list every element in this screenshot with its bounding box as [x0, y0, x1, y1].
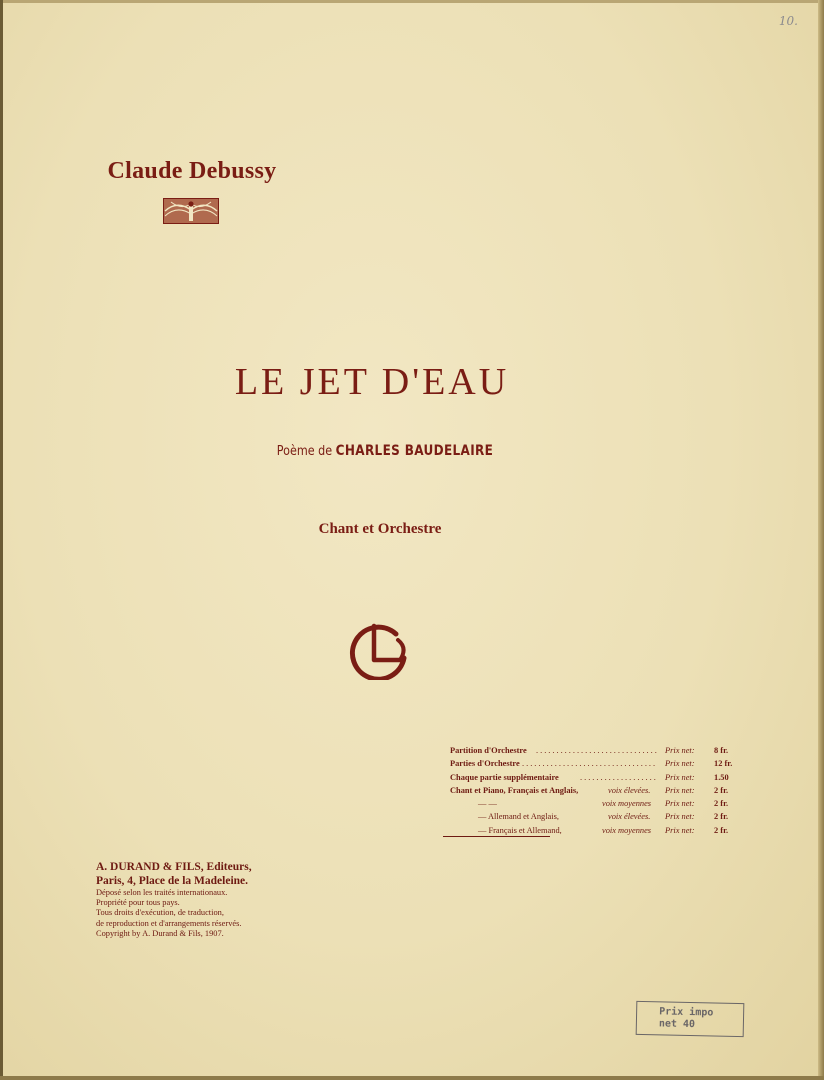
- durand-logo-icon: [346, 618, 410, 680]
- composer-name: Claude Debussy: [107, 158, 277, 184]
- paper-edge-top: [0, 0, 824, 3]
- leader-dots: ...................: [580, 772, 658, 782]
- pencil-mark: 10.: [778, 14, 798, 28]
- poem-prefix: Poème de: [276, 444, 333, 459]
- price-item-label: — Français et Allemand,: [478, 825, 562, 835]
- price-net-label: Prix net:: [665, 812, 695, 822]
- voice-type: voix moyennes: [602, 799, 652, 809]
- price-item-label: Parties d'Orchestre: [450, 759, 520, 769]
- paper-edge-right: [818, 0, 824, 1080]
- leader-dots: ..............................: [536, 746, 659, 755]
- leader-dots: .................................: [522, 759, 658, 769]
- stamp-line-2: net 40: [658, 1018, 696, 1031]
- poet-name: CHARLES BAUDELAIRE: [335, 443, 494, 459]
- publisher-block: [96, 860, 326, 939]
- paper-edge-left: [0, 0, 3, 1080]
- price-row: [450, 744, 740, 757]
- price-net-label: Prix net:: [665, 799, 695, 809]
- publisher-address: Paris, 4, Place de la Madeleine.: [96, 875, 249, 887]
- price-row: [450, 810, 740, 823]
- price-rule: [443, 836, 550, 837]
- price-net-label: Prix net:: [665, 785, 695, 795]
- work-title: LE JET D'EAU: [234, 361, 510, 403]
- publisher-name: A. DURAND & FILS, Editeurs,: [96, 861, 252, 873]
- ornament-icon: [163, 198, 219, 224]
- price-row: [450, 757, 740, 770]
- price-list: [450, 744, 740, 837]
- price-item-label: Chaque partie supplémentaire: [450, 772, 559, 782]
- legal-line: de reproduction et d'arrangements réservés.: [96, 918, 242, 928]
- paper-edge-bottom: [0, 1076, 824, 1080]
- price-amount: 8 fr.: [714, 746, 729, 755]
- price-amount: 2 fr.: [714, 799, 729, 809]
- voice-type: voix élevées.: [608, 812, 651, 822]
- price-net-label: Prix net:: [665, 746, 695, 755]
- price-amount: 2 fr.: [714, 825, 729, 835]
- price-item-label: Chant et Piano, Français et Anglais,: [450, 785, 579, 795]
- price-net-label: Prix net:: [665, 759, 695, 769]
- price-stamp: [636, 1001, 745, 1037]
- poem-credit: [269, 443, 501, 459]
- price-net-label: Prix net:: [665, 825, 695, 835]
- price-item-label: — Allemand et Anglais,: [478, 812, 559, 822]
- voice-type: voix moyennes: [602, 825, 652, 835]
- price-item-label: Partition d'Orchestre: [450, 746, 527, 755]
- price-row: [450, 797, 740, 810]
- price-amount: 2 fr.: [714, 812, 729, 822]
- legal-line: Tous droits d'exécution, de traduction,: [96, 908, 224, 918]
- stamp-line-1: Prix impo: [659, 1006, 714, 1019]
- price-net-label: Prix net:: [665, 772, 695, 782]
- price-amount: 2 fr.: [714, 785, 729, 795]
- copyright-line: Copyright by A. Durand & Fils, 1907.: [96, 928, 224, 938]
- price-item-label: — —: [478, 799, 497, 809]
- voice-type: voix élevées.: [608, 785, 651, 795]
- legal-line: Propriété pour tous pays.: [96, 898, 180, 908]
- price-amount: 12 fr.: [714, 759, 733, 769]
- price-row: [450, 784, 740, 797]
- price-row: [450, 771, 740, 784]
- legal-line: Déposé selon les traités internationaux.: [96, 888, 228, 897]
- price-amount: 1.50: [714, 772, 729, 782]
- scoring: Chant et Orchestre: [318, 521, 442, 537]
